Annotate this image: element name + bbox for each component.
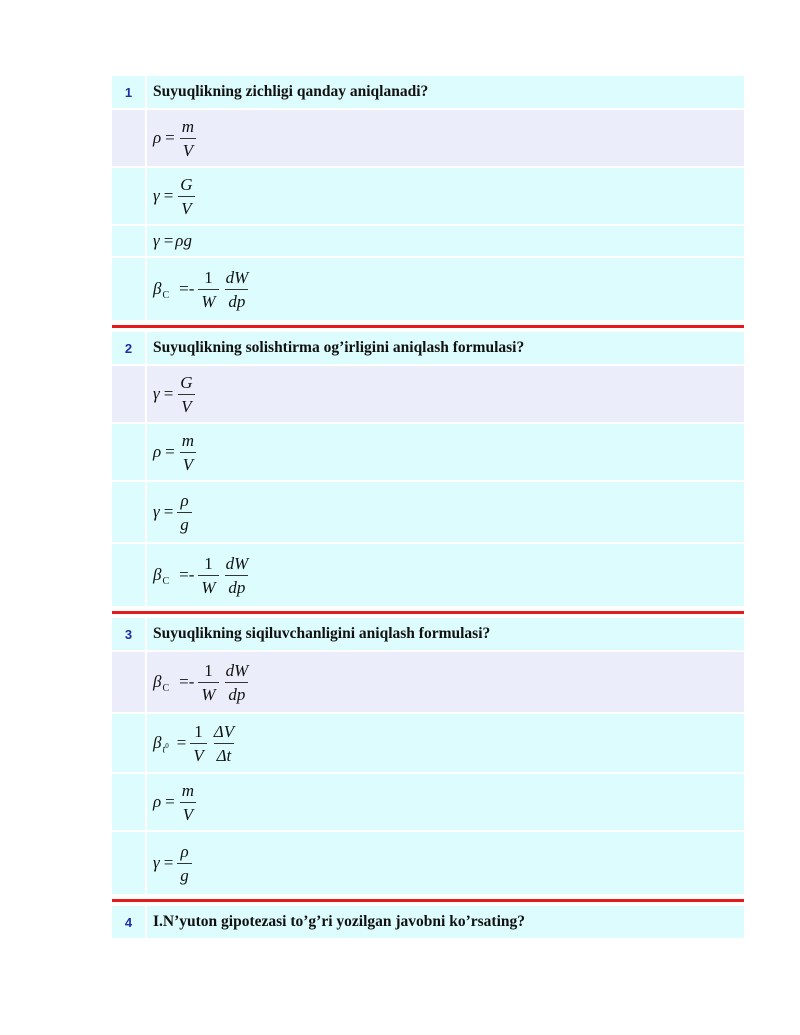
question-divider [112,611,744,614]
answer-option[interactable] [112,110,744,168]
answer-option[interactable] [112,832,744,896]
question-row [112,906,744,940]
question-number: 4 [124,914,133,930]
formula: ρ = $\frac{m}{V}$ [153,432,199,473]
answer-option[interactable] [112,168,744,226]
question-text: Suyuqlikning solishtirma og’irligini aniqlash formulasi? [145,332,744,364]
correct-answer-marker-icon [112,366,145,422]
answer-option[interactable] [112,652,744,714]
answer-option[interactable] [112,544,744,608]
answer-option[interactable] [112,366,744,424]
formula: ρ = $\frac{m}{V}$ [153,782,199,823]
answer-option[interactable] [112,774,744,832]
correct-answer-marker-icon [112,652,145,712]
question-text: I.N’yuton gipotezasi to’g’ri yozilgan javobni ko’rsating? [145,906,744,938]
formula: β $t^0$ = $\frac{1}{V}$ $\frac{\Delta V}{\Delta t}$ [153,721,235,765]
formula: γ = $\frac{G}{V}$ [153,374,198,415]
formula: γ = $\frac{\rho}{g}$ [153,492,194,533]
question-number: 2 [124,340,133,356]
question-number: 1 [124,84,133,100]
answer-option[interactable] [112,714,744,774]
test-sheet [112,76,744,940]
answer-option[interactable] [112,482,744,544]
formula: ρ = $\frac{m}{V}$ [153,118,199,159]
question-row [112,332,744,366]
question-number: 3 [124,626,133,642]
answer-option[interactable] [112,258,744,322]
formula: β C =- $\frac{1}{W}$ $\frac{dW}{dp}$ [153,660,249,704]
question-divider [112,325,744,328]
question-divider [112,899,744,902]
formula: β C =- $\frac{1}{W}$ $\frac{dW}{dp}$ [153,267,249,311]
formula: γ = $\frac{G}{V}$ [153,176,198,217]
question-text: Suyuqlikning siqiluvchanligini aniqlash formulasi? [145,618,744,650]
correct-answer-marker-icon [112,110,145,166]
question-text: Suyuqlikning zichligi qanday aniqlanadi? [145,76,744,108]
answer-option[interactable] [112,424,744,482]
formula: γ = $\frac{\rho}{g}$ [153,843,194,884]
answer-option[interactable] [112,226,744,258]
question-row [112,76,744,110]
question-row [112,618,744,652]
formula: γ = ρg [153,231,192,250]
formula: β C =- $\frac{1}{W}$ $\frac{dW}{dp}$ [153,553,249,597]
